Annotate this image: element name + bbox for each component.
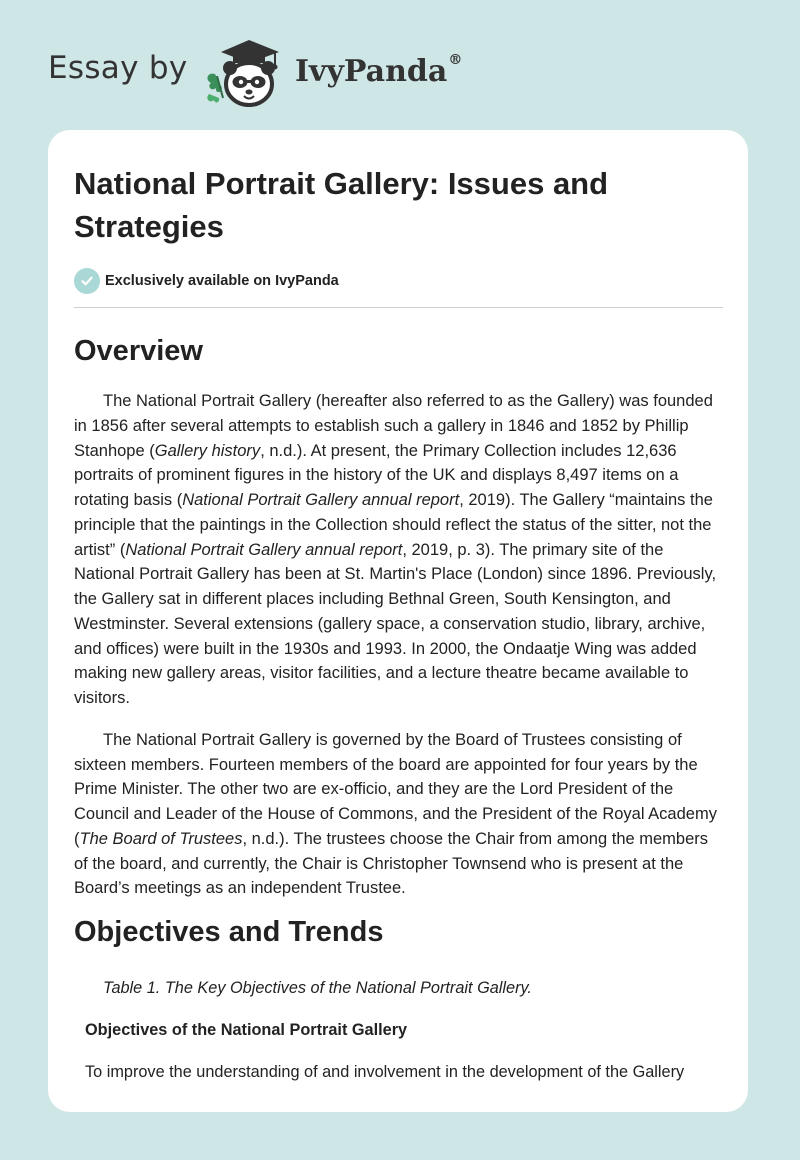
table-header: Objectives of the National Portrait Gallery xyxy=(85,1021,408,1039)
paragraph xyxy=(74,728,723,901)
table-caption: Table 1. The Key Objectives of the National Portrait Gallery. xyxy=(103,979,532,997)
essay-by-label: Essay by xyxy=(48,50,188,86)
section-heading-objectives: Objectives and Trends xyxy=(74,916,384,948)
citation-text: National Portrait Gallery annual report xyxy=(182,491,460,509)
divider xyxy=(74,307,723,308)
body-text: , 2019, p. 3). The primary site of the National Portrait Gallery has been at St. Martin's Place (London) since 1896. Previously, the Gallery sat in different places including Bethnal Green, South Kensington, and Westminster. Several extensions (gallery space, a conservation studio, library, archive, and offices) were built in the 1930s and 1993. In 2000, the Ondaatje Wing was added making new gallery areas, visitor facilities, and a lecture theatre became available to visitors. xyxy=(74,540,717,707)
body-text: , n.d.). At present, the Primary Collection includes 12,636 portraits of prominent figures in the history of the UK and displays 8,497 items on a rotating basis ( xyxy=(74,441,679,509)
body-text: The National Portrait Gallery is governed by the Board of Trustees consisting of sixteen members. Fourteen members of the board are appointed for four years by the Prime Minister. The other two are ex-officio, and they are the Lord President of the Council and Leader of the House of Commons, and the President of the Royal Academy ( xyxy=(74,730,717,848)
citation-text: The Board of Trustees xyxy=(79,829,243,848)
brand-name[interactable]: IvyPanda® xyxy=(295,52,463,89)
citation-text: Gallery history xyxy=(154,441,261,460)
page-title: National Portrait Gallery: Issues and Strategies xyxy=(74,166,609,244)
body-text: The National Portrait Gallery (hereafter also referred to as the Gallery) was founded in 1856 after several attempts to establish such a gallery in 1846 and 1852 by Phillip Stanhope ( xyxy=(74,392,713,460)
citation-text: National Portrait Gallery annual report xyxy=(125,540,403,559)
exclusive-badge xyxy=(74,268,723,294)
article-card xyxy=(48,130,748,1112)
body-text: , 2019). The Gallery “maintains the principle that the paintings in the Collection should reflect the status of the sitter, not the artist” ( xyxy=(74,491,713,559)
checkmark-icon xyxy=(74,268,100,294)
paragraph xyxy=(74,389,723,711)
section-heading-overview: Overview xyxy=(74,335,203,367)
body-text: , n.d.). The trustees choose the Chair from among the members of the board, and currently, the Chair is Christopher Townsend who is present at the Board’s meetings as an independent Trustee. xyxy=(74,829,709,898)
badge-label: Exclusively available on IvyPanda xyxy=(105,273,339,289)
article-content xyxy=(74,162,723,1083)
table-row: To improve the understanding of and involvement in the development of the Gallery xyxy=(85,1063,685,1081)
site-header xyxy=(48,36,548,108)
registered-mark: ® xyxy=(448,52,463,68)
panda-graduate-icon xyxy=(201,36,291,108)
